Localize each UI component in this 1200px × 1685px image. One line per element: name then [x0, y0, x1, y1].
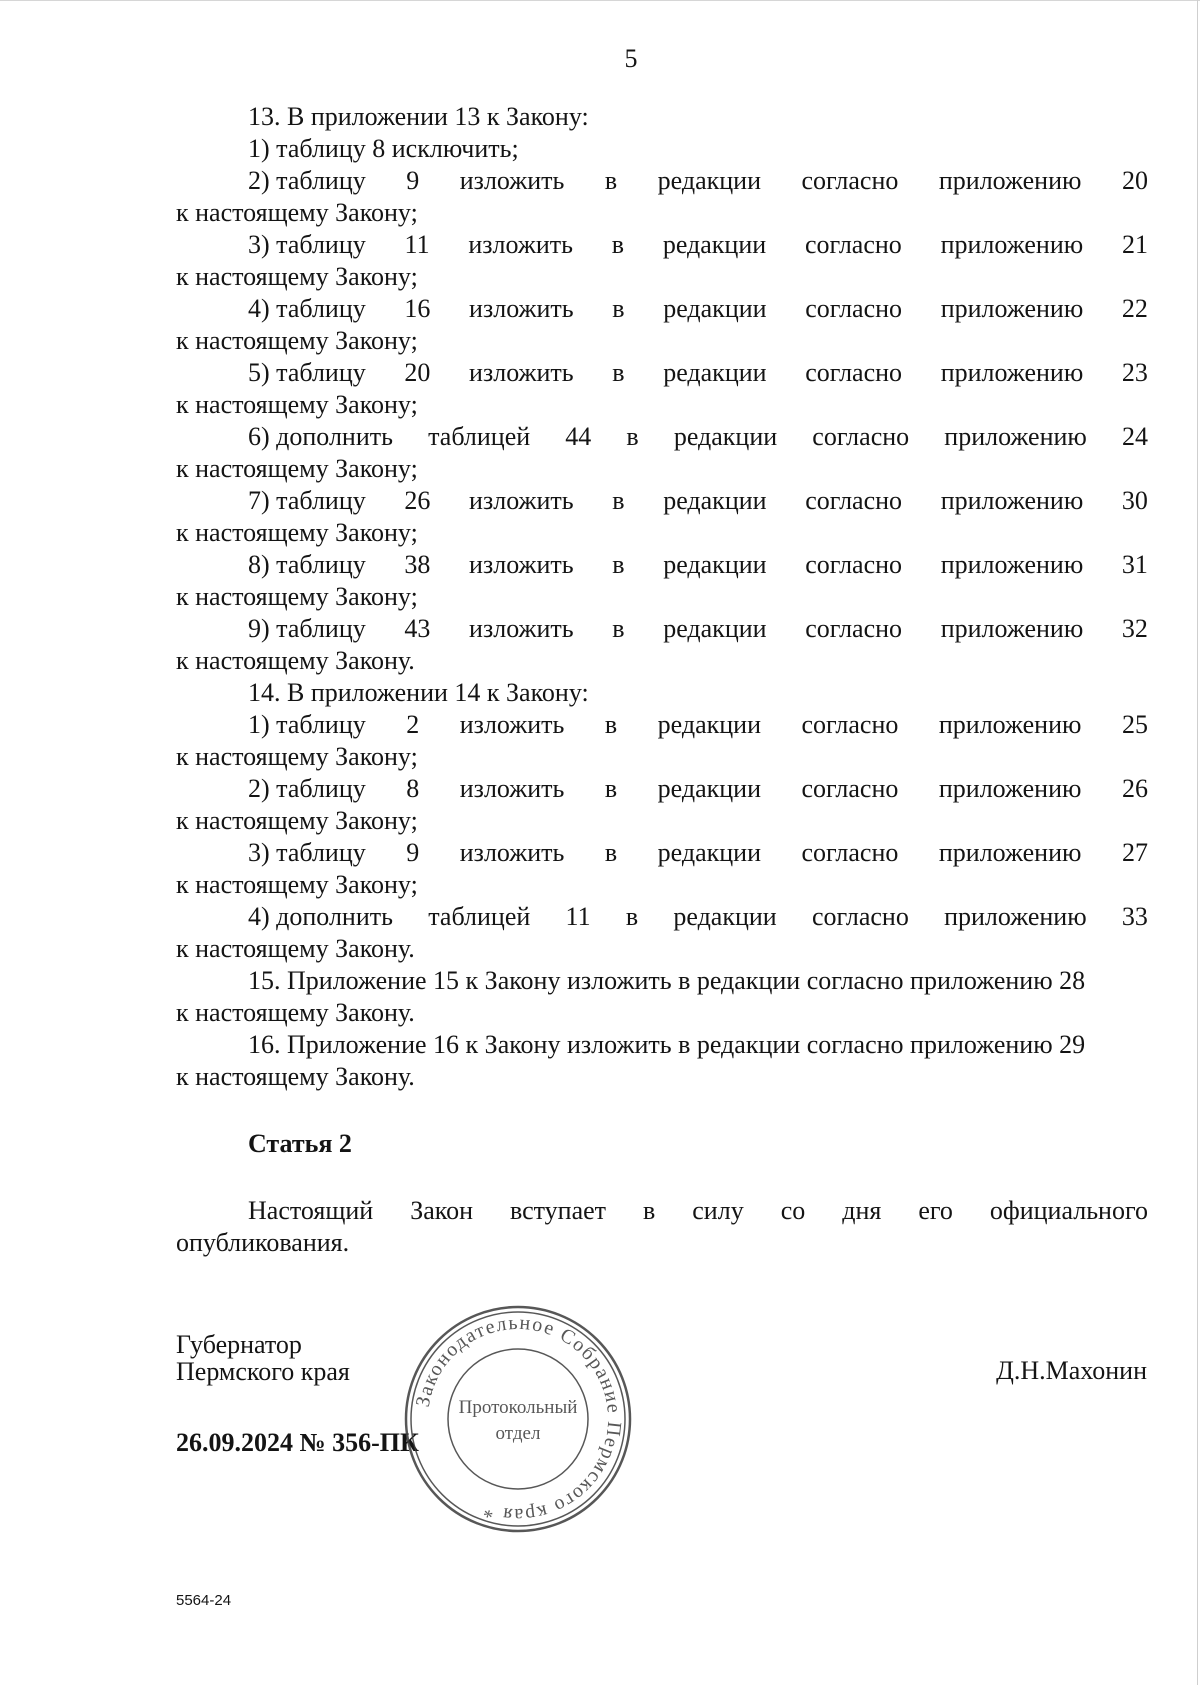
list-item-line	[176, 293, 1148, 325]
list-item-word: 20	[404, 358, 431, 387]
list-item-line	[176, 613, 1148, 645]
article-word: дня	[842, 1196, 882, 1225]
stamp-center-line1: Протокольный	[458, 1397, 578, 1418]
list-item-word: согласно	[805, 486, 903, 515]
list-item-continuation: к настоящему Закону;	[176, 870, 418, 899]
list-item-word: 43	[404, 614, 431, 643]
list-item-word: изложить	[469, 614, 574, 643]
list-item-line	[176, 165, 1148, 197]
list-item-word: 24	[1121, 422, 1148, 451]
article-first-line	[176, 1195, 1148, 1227]
list-item-continuation: к настоящему Закону.	[176, 646, 415, 675]
list-item-word: 31	[1121, 550, 1148, 579]
list-item-word: согласно	[805, 614, 903, 643]
list-item-word: 8	[406, 774, 420, 803]
article-title: Статья 2	[248, 1129, 352, 1158]
list-item-continuation: к настоящему Закону;	[176, 454, 418, 483]
list-item-word: 2) таблицу	[248, 774, 366, 803]
list-item-word: приложению	[938, 710, 1082, 739]
stamp-ring-text: Законодательное Собрание Пермского края *	[411, 1311, 626, 1527]
list-item-continuation: к настоящему Закону;	[176, 326, 418, 355]
list-item-line	[176, 485, 1148, 517]
list-item-word: приложению	[944, 902, 1087, 931]
list-item-word: 8) таблицу	[248, 550, 366, 579]
list-item-word: 3) таблицу	[248, 838, 366, 867]
list-item-word: изложить	[459, 710, 565, 739]
list-item-continuation: к настоящему Закону;	[176, 198, 418, 227]
list-item-word: согласно	[811, 902, 909, 931]
list-item-word: 9) таблицу	[248, 614, 366, 643]
scan-border-right	[1197, 0, 1198, 1685]
list-item-word: в	[626, 422, 639, 451]
list-item-word: 11	[404, 230, 430, 259]
article-word: его	[918, 1196, 953, 1225]
list-item-word: приложению	[938, 774, 1082, 803]
list-item-word: редакции	[663, 550, 767, 579]
list-item-word: редакции	[657, 838, 761, 867]
article-continuation: опубликования.	[176, 1228, 350, 1257]
list-item-line	[176, 837, 1148, 869]
list-item-line	[176, 773, 1148, 805]
article-word: вступает	[509, 1196, 607, 1225]
article-word: официального	[989, 1196, 1148, 1225]
list-item-word: 2	[406, 710, 420, 739]
list-item-word: изложить	[459, 838, 565, 867]
amendments-body	[176, 101, 1148, 1093]
list-item-continuation: к настоящему Закону.	[176, 934, 415, 963]
article-body	[176, 1195, 1148, 1259]
list-item-word: изложить	[469, 294, 574, 323]
list-item-line	[176, 901, 1148, 933]
scan-border-top	[0, 0, 1200, 1]
article-word: силу	[692, 1196, 744, 1225]
list-item-word: согласно	[801, 166, 899, 195]
list-item-word: согласно	[801, 710, 899, 739]
list-item-word: редакции	[673, 902, 777, 931]
list-item-word: изложить	[468, 230, 573, 259]
list-item-word: согласно	[804, 230, 902, 259]
list-item-word: 7) таблицу	[248, 486, 366, 515]
signatory-position-line2: Пермского края	[176, 1357, 350, 1386]
list-item-word: 20	[1121, 166, 1148, 195]
list-item-word: в	[604, 166, 618, 195]
list-item-word: приложению	[938, 166, 1082, 195]
list-item-word: 25	[1121, 710, 1148, 739]
list-item-word: изложить	[469, 550, 574, 579]
list-item-word: 16	[404, 294, 431, 323]
paragraph-line: 16. Приложение 16 к Закону изложить в редакции согласно приложению 29	[248, 1030, 1086, 1059]
official-seal-stamp	[402, 1303, 634, 1535]
list-item-line	[176, 709, 1148, 741]
list-item-word: изложить	[459, 774, 565, 803]
list-item-word: в	[604, 774, 618, 803]
list-item-word: 4) таблицу	[248, 294, 366, 323]
article-word: со	[780, 1196, 806, 1225]
signatory-position	[176, 1331, 350, 1385]
list-item-word: изложить	[469, 358, 574, 387]
stamp-center-ring	[448, 1349, 588, 1489]
list-item-word: в	[612, 358, 625, 387]
list-item-word: 1) таблицу	[248, 710, 366, 739]
list-item-continuation: к настоящему Закону;	[176, 390, 418, 419]
list-item-word: 23	[1121, 358, 1148, 387]
list-item-word: 26	[404, 486, 431, 515]
list-item-word: редакции	[657, 774, 761, 803]
list-item-word: приложению	[940, 486, 1084, 515]
list-item-word: 21	[1121, 230, 1148, 259]
list-item-word: в	[612, 486, 625, 515]
list-item-word: приложению	[944, 422, 1087, 451]
paragraph-continuation: к настоящему Закону.	[176, 1062, 415, 1091]
list-item-word: 30	[1121, 486, 1148, 515]
list-item-word: в	[612, 294, 625, 323]
paragraph-continuation: к настоящему Закону.	[176, 998, 415, 1027]
list-item-continuation: к настоящему Закону;	[176, 582, 418, 611]
list-item-word: 5) таблицу	[248, 358, 366, 387]
list-item-word: согласно	[805, 550, 903, 579]
list-item-continuation: к настоящему Закону;	[176, 518, 418, 547]
section-heading: 13. В приложении 13 к Закону:	[248, 102, 589, 131]
document-date-number: 26.09.2024 № 356-ПК	[176, 1428, 419, 1457]
list-item-word: изложить	[459, 166, 565, 195]
list-item-word: таблицей	[428, 422, 531, 451]
list-item-word: 27	[1121, 838, 1148, 867]
list-item-word: редакции	[657, 710, 761, 739]
section-heading: 14. В приложении 14 к Закону:	[248, 678, 589, 707]
list-item-word: приложению	[940, 294, 1084, 323]
list-item-word: 9	[406, 838, 420, 867]
list-item-word: 33	[1121, 902, 1148, 931]
list-item-word: приложению	[938, 838, 1082, 867]
list-item-word: в	[625, 902, 639, 931]
article-word: Настоящий	[248, 1196, 374, 1225]
list-item-word: в	[612, 550, 625, 579]
list-item-word: 2) таблицу	[248, 166, 366, 195]
list-item-word: изложить	[469, 486, 574, 515]
list-item-line	[176, 229, 1148, 261]
list-item-word: согласно	[805, 358, 903, 387]
list-item-continuation: к настоящему Закону;	[176, 742, 418, 771]
list-item-word: приложению	[940, 550, 1084, 579]
list-item-word: приложению	[940, 358, 1084, 387]
footer-document-code: 5564-24	[176, 1592, 232, 1609]
article-word: Закон	[410, 1196, 473, 1225]
signatory-name: Д.Н.Махонин	[996, 1356, 1147, 1385]
list-item-word: 3) таблицу	[248, 230, 366, 259]
list-item-line	[176, 549, 1148, 581]
list-item-word: приложению	[940, 614, 1084, 643]
list-item-word: редакции	[663, 358, 767, 387]
list-item-continuation: к настоящему Закону;	[176, 262, 418, 291]
list-item-word: 38	[404, 550, 431, 579]
list-item-word: 4) дополнить	[248, 902, 393, 931]
signatory-position-line1: Губернатор	[176, 1330, 302, 1359]
list-item-word: в	[612, 614, 625, 643]
list-item-word: приложению	[940, 230, 1084, 259]
list-item-word: в	[604, 838, 618, 867]
list-item-word: редакции	[662, 230, 767, 259]
list-item-continuation: к настоящему Закону;	[176, 806, 418, 835]
list-item-word: согласно	[801, 774, 899, 803]
list-item-word: в	[604, 710, 618, 739]
list-item-word: редакции	[663, 614, 767, 643]
list-item-word: 9	[406, 166, 420, 195]
list-item: 1) таблицу 8 исключить;	[248, 134, 519, 163]
list-item-word: 6) дополнить	[248, 422, 393, 451]
paragraph-line: 15. Приложение 15 к Закону изложить в редакции согласно приложению 28	[248, 966, 1086, 995]
list-item-word: согласно	[801, 838, 899, 867]
stamp-center-line2: отдел	[495, 1423, 541, 1444]
list-item-line	[176, 357, 1148, 389]
list-item-word: таблицей	[428, 902, 531, 931]
list-item-word: 32	[1121, 614, 1148, 643]
article-word: в	[643, 1196, 656, 1225]
list-item-word: редакции	[663, 294, 767, 323]
list-item-word: редакции	[657, 166, 761, 195]
list-item-word: в	[611, 230, 625, 259]
stamp-outer-ring	[406, 1307, 630, 1531]
list-item-word: согласно	[812, 422, 910, 451]
list-item-word: 11	[565, 902, 591, 931]
page-number: 5	[624, 44, 638, 73]
list-item-word: 44	[565, 422, 592, 451]
list-item-word: 26	[1121, 774, 1148, 803]
list-item-word: редакции	[673, 422, 778, 451]
list-item-line	[176, 421, 1148, 453]
list-item-word: редакции	[663, 486, 767, 515]
list-item-word: согласно	[805, 294, 903, 323]
list-item-word: 22	[1121, 294, 1148, 323]
